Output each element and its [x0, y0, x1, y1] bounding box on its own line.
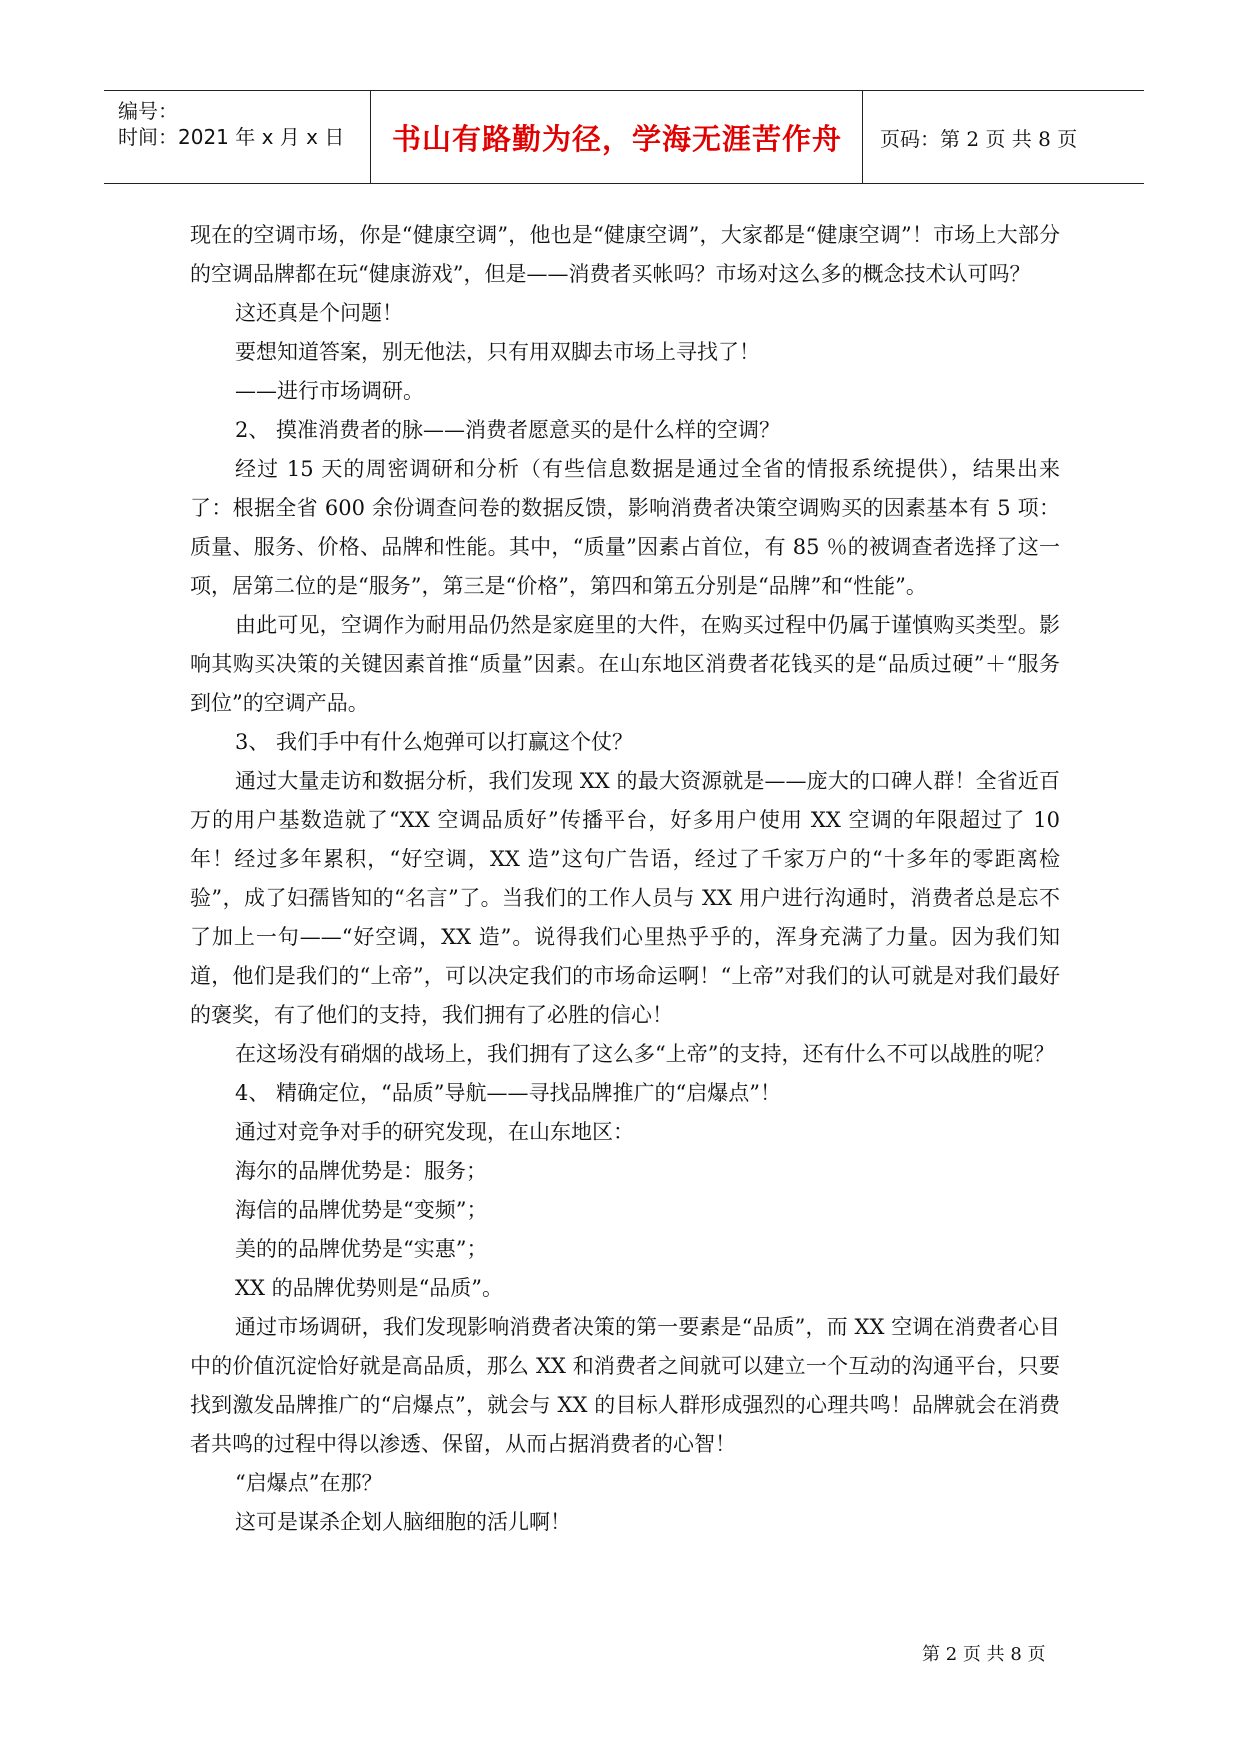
paragraph: 经过 15 天的周密调研和分析（有些信息数据是通过全省的情报系统提供），结果出来了：根据全省 600 余份调查问卷的数据反馈，影响消费者决策空调购买的因素基本有 5 项：质量、服务、价格、品牌和性能。其中，“质量”因素占首位，有 85 ％的被调查者选择了这一项，居第二位的是“服务”，第三是“价格”，第四和第五分别是“品牌”和“性能”。	[190, 457, 1060, 598]
list-item: 美的的品牌优势是“实惠”；	[235, 1237, 488, 1261]
document-time-label: 时间：2021 年 x 月 x 日	[118, 125, 345, 149]
page-header	[104, 90, 1144, 184]
paragraph: 要想知道答案，别无他法，只有用双脚去市场上寻找了！	[235, 340, 760, 364]
paragraph: “启爆点”在那？	[235, 1471, 383, 1495]
footer-page-number: 第 2 页 共 8 页	[922, 1644, 1046, 1665]
header-page-cell	[864, 91, 1160, 183]
header-left-cell	[104, 91, 371, 183]
section-heading: 4、 精确定位，“品质”导航——寻找品牌推广的“启爆点”！	[235, 1081, 781, 1105]
paragraph: 通过对竞争对手的研究发现，在山东地区：	[235, 1120, 634, 1144]
page-footer	[922, 1640, 1046, 1666]
list-item: 海尔的品牌优势是：服务；	[235, 1159, 487, 1183]
list-item: XX 的品牌优势则是“品质”。	[235, 1276, 504, 1300]
paragraph: 这还真是个问题！	[235, 301, 403, 325]
header-page-label: 页码：第 2 页 共 8 页	[880, 126, 1078, 151]
paragraph: 通过市场调研，我们发现影响消费者决策的第一要素是“品质”，而 XX 空调在消费者心目中的价值沉淀恰好就是高品质，那么 XX 和消费者之间就可以建立一个互动的沟通平台，只要找到激发品牌推广的“启爆点”，就会与 XX 的目标人群形成强烈的心理共鸣！品牌就会在消费者共鸣的过程中得以渗透、保留，从而占据消费者的心智！	[190, 1315, 1060, 1456]
paragraph: 通过大量走访和数据分析，我们发现 XX 的最大资源就是——庞大的口碑人群！全省近百万的用户基数造就了“XX 空调品质好”传播平台，好多用户使用 XX 空调的年限超过了 10 年！经过多年累积，“好空调，XX 造”这句广告语，经过了千家万户的“十多年的零距离检验”，成了妇孺皆知的“名言”了。当我们的工作人员与 XX 用户进行沟通时，消费者总是忘不了加上一句——“好空调，XX 造”。说得我们心里热乎乎的，浑身充满了力量。因为我们知道，他们是我们的“上帝”，可以决定我们的市场命运啊！“上帝”对我们的认可就是对我们最好的褒奖，有了他们的支持，我们拥有了必胜的信心！	[190, 769, 1060, 1027]
document-number-label: 编号：	[118, 99, 178, 123]
header-motto: 书山有路勤为径，学海无涯苦作舟	[391, 121, 842, 156]
document-body	[190, 216, 1060, 1542]
paragraph: 这可是谋杀企划人脑细胞的活儿啊！	[235, 1510, 571, 1534]
header-motto-cell	[372, 91, 863, 183]
section-heading: 2、 摸准消费者的脉——消费者愿意买的是什么样的空调？	[235, 418, 781, 442]
paragraph: 现在的空调市场，你是“健康空调”，他也是“健康空调”，大家都是“健康空调”！市场上大部分的空调品牌都在玩“健康游戏”，但是——消费者买帐吗？市场对这么多的概念技术认可吗？	[190, 223, 1060, 286]
section-heading: 3、 我们手中有什么炮弹可以打赢这个仗？	[235, 730, 634, 754]
list-item: 海信的品牌优势是“变频”；	[235, 1198, 488, 1222]
paragraph: 由此可见，空调作为耐用品仍然是家庭里的大件，在购买过程中仍属于谨慎购买类型。影响其购买决策的关键因素首推“质量”因素。在山东地区消费者花钱买的是“品质过硬”＋“服务到位”的空调产品。	[190, 613, 1060, 715]
paragraph: 在这场没有硝烟的战场上，我们拥有了这么多“上帝”的支持，还有什么不可以战胜的呢？	[235, 1042, 1055, 1066]
paragraph: ——进行市场调研。	[235, 379, 424, 403]
